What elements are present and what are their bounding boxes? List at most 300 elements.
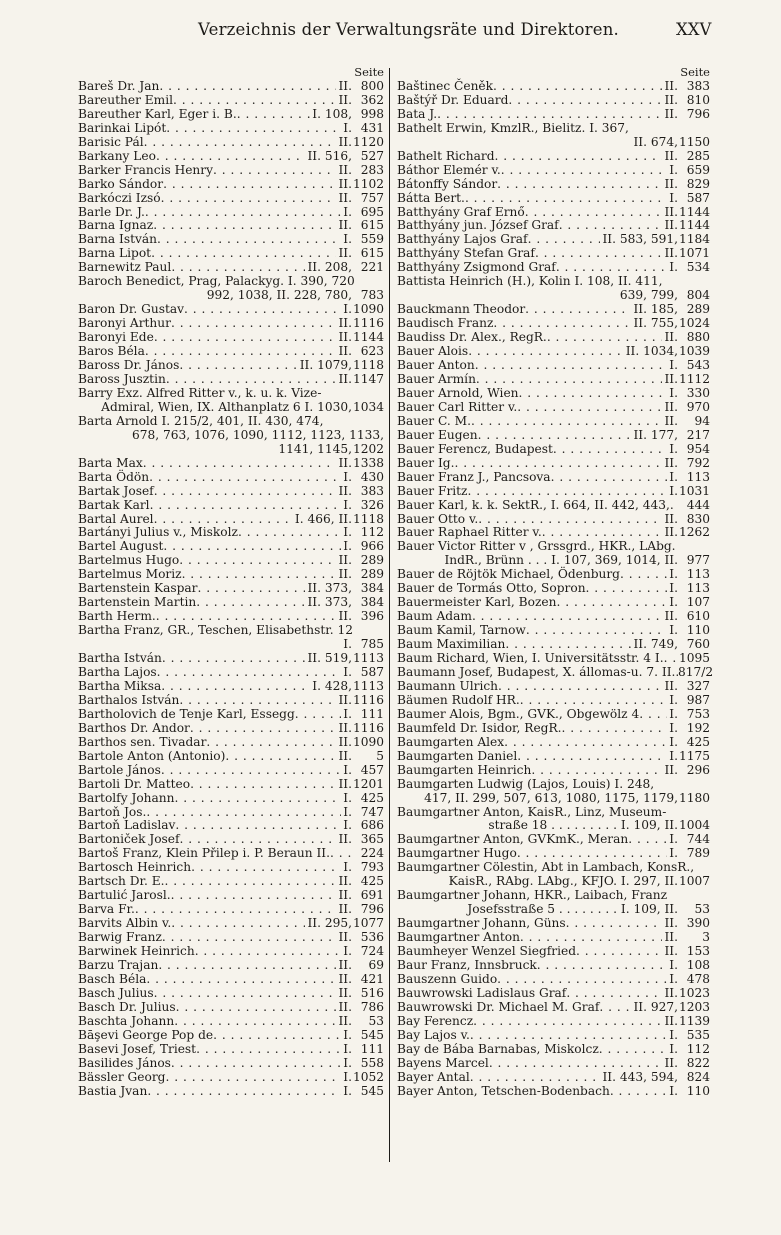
entry-row: [397, 764, 710, 778]
entry-name: Bayens Marcel: [397, 1055, 489, 1070]
entry-row: [397, 1071, 710, 1085]
index-entry: [78, 359, 384, 373]
entry-row: [397, 219, 710, 233]
volume-ref: II.: [338, 455, 352, 470]
volume-ref: I.: [343, 1027, 352, 1042]
page-ref: 1120: [352, 134, 384, 149]
page-ref: 545: [360, 1027, 384, 1042]
page-ref: 365: [360, 832, 384, 847]
volume-ref: II.: [664, 525, 678, 540]
page-ref: 747: [360, 804, 384, 819]
leader-dots: [147, 1085, 341, 1099]
entry-continuation: Admiral, Wien, IX. Althanplatz 6 I. 1030,: [101, 399, 352, 414]
index-entry: [397, 345, 710, 359]
entry-name: Bāşevi George Pop de: [78, 1027, 214, 1042]
entry-row: [397, 457, 710, 471]
index-entry: [78, 652, 384, 666]
volume-ref: II.: [664, 762, 678, 777]
entry-row: [397, 694, 710, 708]
entry-continuation: 1141, 1145,: [278, 441, 352, 456]
leader-dots: [525, 303, 631, 317]
index-entry: [78, 415, 384, 457]
leader-dots: [495, 150, 663, 164]
volume-ref: II.: [338, 344, 352, 359]
index-entry: [78, 1057, 384, 1071]
entry-row: [397, 247, 710, 261]
volume-ref: II.: [338, 330, 352, 345]
entry-continuation: II. 674,: [633, 134, 678, 149]
volume-ref: II.: [338, 888, 352, 903]
entry-row: [78, 1057, 384, 1071]
page-ref: 587: [686, 190, 710, 205]
page-ref: 516: [360, 985, 384, 1000]
seite-label: Seite: [354, 65, 384, 79]
entry-row: [397, 875, 710, 889]
volume-ref: II.: [664, 944, 678, 959]
volume-ref: II.: [338, 776, 352, 791]
volume-ref: II.: [664, 413, 678, 428]
entry-name: Báthor Elemér v.: [397, 162, 501, 177]
entry-row: [78, 1001, 384, 1015]
volume-ref: I.: [669, 385, 678, 400]
entry-row: [78, 889, 384, 903]
entry-row: [397, 624, 710, 638]
page-ref: 558: [360, 1055, 384, 1070]
leader-dots: [165, 875, 337, 889]
index-entry: [78, 568, 384, 582]
page-ref: 659: [686, 162, 710, 177]
page-ref: 545: [360, 1083, 384, 1098]
entry-row: [78, 261, 384, 275]
index-entry: [397, 1085, 710, 1099]
index-entry: [397, 987, 710, 1001]
page-ref: 221: [360, 260, 384, 275]
index-entry: [397, 1029, 710, 1043]
leader-dots: [146, 806, 341, 820]
leader-dots: [171, 1057, 341, 1071]
entry-name: Barry Exz. Alfred Ritter v., k. u. k. Vize-: [78, 385, 322, 400]
page-ref: 113: [686, 581, 710, 596]
index-entry: [78, 317, 384, 331]
index-entry: [78, 694, 384, 708]
page-ref: 783: [360, 288, 384, 303]
entry-row: [78, 694, 384, 708]
entry-row: [78, 513, 384, 527]
entry-row: [397, 596, 710, 610]
entry-name: Baschta Johann: [78, 1013, 175, 1028]
page-ref: 1007: [678, 874, 710, 889]
page-ref: 1201: [352, 776, 384, 791]
page-ref: 113: [686, 567, 710, 582]
entry-row: [78, 136, 384, 150]
page-ref: 829: [686, 176, 710, 191]
leader-dots: [508, 94, 662, 108]
leader-dots: [175, 792, 342, 806]
leader-dots: [493, 80, 662, 94]
entry-row: [397, 722, 710, 736]
entry-name: Bartha István: [78, 651, 162, 666]
entry-name: Bathelt Richard: [397, 148, 495, 163]
entry-row: [78, 289, 384, 303]
leader-dots: [526, 624, 667, 638]
entry-name: Bauer Carl Ritter v.: [397, 399, 518, 414]
volume-ref: II.: [338, 748, 352, 763]
entry-row: [78, 778, 384, 792]
entry-name: Baumgarten Heinrich: [397, 762, 532, 777]
leader-dots: [470, 1029, 667, 1043]
page-ref: 559: [360, 232, 384, 247]
entry-name: Bartole Anton (Antonio): [78, 748, 226, 763]
volume-ref: I.: [343, 944, 352, 959]
entry-name: Baronyi Ede: [78, 330, 154, 345]
index-entry: [397, 80, 710, 94]
entry-row: [78, 1043, 384, 1057]
page-ref: 384: [360, 595, 384, 610]
page-ref: 1090: [352, 302, 384, 317]
leader-dots: [157, 233, 341, 247]
entry-name: Bauer Ferencz, Budapest: [397, 441, 553, 456]
page-ref: 383: [686, 78, 710, 93]
volume-ref: II.: [664, 246, 678, 261]
volume-ref: II.: [338, 92, 352, 107]
entry-name: Bartulić Jarosl.: [78, 888, 171, 903]
volume-ref: II. 927,: [633, 999, 678, 1014]
entry-row: [78, 303, 384, 317]
entry-name: Bayer Antal: [397, 1069, 470, 1084]
entry-row: [78, 638, 384, 652]
index-entry: [397, 764, 710, 778]
index-entry: [78, 485, 384, 499]
volume-ref: I.: [343, 818, 352, 833]
entry-row: [397, 708, 710, 722]
entry-name: Bartoň Ladislav: [78, 818, 176, 833]
entry-name: Baum Kamil, Tarnow: [397, 623, 526, 638]
page-ref: 987: [686, 692, 710, 707]
page-ref: 110: [686, 623, 710, 638]
page-ref: 384: [360, 581, 384, 596]
entry-continuation: Josefsstraße 5 . . . . . . . . I. 109, II.: [467, 902, 678, 917]
entry-row: [397, 903, 710, 917]
entry-row: [397, 680, 710, 694]
entry-row: [78, 652, 384, 666]
page-ref: 430: [360, 469, 384, 484]
leader-dots: [151, 247, 336, 261]
entry-row: [78, 206, 384, 220]
index-entry: [78, 582, 384, 596]
entry-name: Baumgartner Anton, KaisR., Linz, Museum-: [397, 804, 667, 819]
volume-ref: I.: [669, 692, 678, 707]
entry-name: Bauer Alois: [397, 344, 469, 359]
page-ref: 107: [686, 595, 710, 610]
page-ref: 1118: [352, 358, 384, 373]
entry-name: Bartha Franz, GR., Teschen, Elisabethstr. 12: [78, 623, 354, 638]
entry-row: [78, 596, 384, 610]
entry-name: Baudiss Dr. Alex., RegR.: [397, 330, 547, 345]
index-entry: [397, 122, 710, 150]
index-entry: [397, 889, 710, 917]
volume-ref: II.: [664, 1055, 678, 1070]
page-ref: 1338: [352, 455, 384, 470]
index-entry: [397, 401, 710, 415]
leader-dots: [198, 582, 306, 596]
index-entry: [397, 387, 710, 401]
leader-dots: [576, 945, 662, 959]
page-ref: 5: [376, 748, 384, 763]
entry-row: [78, 1015, 384, 1029]
entry-name: Barko Sándor: [78, 176, 164, 191]
index-entry: [397, 471, 710, 485]
column-divider: [389, 68, 390, 1162]
index-entry: [397, 485, 710, 499]
leader-dots: [144, 136, 337, 150]
leader-dots: [180, 833, 337, 847]
entry-list: [397, 78, 714, 1099]
entry-row: [397, 847, 710, 861]
leader-dots: [295, 708, 342, 722]
index-entry: [78, 1015, 384, 1029]
page-ref: 817/2: [678, 664, 714, 679]
page-ref: 1023: [678, 985, 710, 1000]
entry-row: [397, 833, 710, 847]
page-ref: 457: [360, 762, 384, 777]
entry-name: Batthyány Graf Ernő: [397, 204, 525, 219]
page-ref: 695: [360, 204, 384, 219]
entry-row: [78, 359, 384, 373]
page-ref: 1116: [352, 692, 384, 707]
entry-name: Bauszenn Guido: [397, 971, 498, 986]
index-entry: [397, 778, 710, 806]
entry-row: [397, 987, 710, 1001]
leader-dots: [158, 959, 336, 973]
entry-name: Barthos Dr. Andor: [78, 720, 190, 735]
index-entry: [397, 457, 710, 471]
entry-name: Bareuther Emil: [78, 92, 174, 107]
index-entry: [78, 457, 384, 471]
volume-ref: II.: [664, 92, 678, 107]
index-entry: [78, 1001, 384, 1015]
index-entry: [78, 275, 384, 303]
leader-dots: [154, 987, 337, 1001]
entry-name: Bauer de Röjtök Michael, Ödenburg: [397, 567, 620, 582]
entry-row: [397, 652, 710, 666]
entry-name: Bartha Miksa: [78, 678, 162, 693]
entry-continuation: 678, 763, 1076, 1090, 1112, 1123, 1133,: [132, 427, 384, 442]
page-ref: 327: [686, 678, 710, 693]
entry-name: Bata J.: [397, 106, 438, 121]
entry-row: [78, 94, 384, 108]
entry-row: [397, 289, 710, 303]
entry-name: Basevi Josef, Triest: [78, 1041, 197, 1056]
leader-dots: [498, 680, 662, 694]
leader-dots: [171, 889, 337, 903]
entry-row: [78, 233, 384, 247]
leader-dots: [566, 917, 663, 931]
leader-dots: [610, 1085, 667, 1099]
leader-dots: [146, 973, 336, 987]
page-ref: 615: [360, 246, 384, 261]
leader-dots: [628, 833, 667, 847]
page-ref: 1150: [678, 134, 710, 149]
leader-dots: [517, 401, 662, 415]
index-entry: [397, 1001, 710, 1015]
index-entry: [397, 722, 710, 736]
volume-ref: II. 519,: [307, 651, 352, 666]
index-entry: [397, 526, 710, 540]
index-entry: [78, 792, 384, 806]
leader-dots: [556, 261, 667, 275]
page-ref: 1118: [352, 511, 384, 526]
volume-ref: II.: [664, 930, 678, 945]
entry-name: Bayer Anton, Tetschen-Bodenbach: [397, 1083, 610, 1098]
leader-dots: [528, 233, 601, 247]
page-ref: 1071: [678, 246, 710, 261]
entry-row: [78, 1071, 384, 1085]
index-entry: [78, 513, 384, 527]
entry-row: [397, 664, 714, 680]
entry-row: [397, 499, 710, 513]
entry-name: Bauer Eugen: [397, 427, 478, 442]
entry-row: [78, 247, 384, 261]
page-ref: 970: [686, 399, 710, 414]
page-ref: 536: [360, 930, 384, 945]
volume-ref: I.: [343, 1069, 352, 1084]
entry-row: [78, 736, 384, 750]
index-entry: [78, 931, 384, 945]
index-entry: [397, 1057, 710, 1071]
index-entry: [78, 610, 384, 624]
entry-row: [78, 471, 384, 485]
volume-ref: I.: [669, 623, 678, 638]
entry-row: [397, 178, 710, 192]
page-number: XXV: [676, 20, 712, 39]
index-entry: [78, 903, 384, 917]
entry-name: Baum Adam: [397, 609, 472, 624]
entry-name: Baronyi Arthur: [78, 316, 171, 331]
leader-dots: [174, 1015, 336, 1029]
entry-row: [397, 317, 710, 331]
leader-dots: [473, 1015, 662, 1029]
entry-name: Batthyány Zsigmond Graf: [397, 260, 556, 275]
entry-name: Baross Jusztin: [78, 371, 166, 386]
entry-name: Bay Ferencz: [397, 1013, 474, 1028]
volume-ref: II. 177,: [633, 427, 678, 442]
page-ref: 1202: [352, 441, 384, 456]
page-ref: 1184: [678, 232, 710, 247]
index-entry: [397, 1043, 710, 1057]
page-ref: 822: [686, 1055, 710, 1070]
leader-dots: [171, 917, 305, 931]
entry-row: [397, 819, 710, 833]
index-entry: [78, 764, 384, 778]
index-entry: [397, 861, 710, 889]
volume-ref: II.: [664, 330, 678, 345]
entry-name: Bastia Jvan: [78, 1083, 148, 1098]
leader-dots: [556, 596, 667, 610]
entry-name: Basch Béla: [78, 971, 147, 986]
leader-dots: [213, 164, 336, 178]
page-ref: 1262: [678, 525, 710, 540]
entry-row: [397, 973, 710, 987]
index-entry: [397, 736, 710, 750]
leader-dots: [599, 1043, 668, 1057]
page-ref: 110: [686, 1083, 710, 1098]
leader-dots: [493, 317, 631, 331]
page-ref: 1147: [352, 371, 384, 386]
page-ref: 421: [360, 971, 384, 986]
index-entry: [397, 694, 710, 708]
volume-ref: II.: [664, 78, 678, 93]
volume-ref: I.: [343, 302, 352, 317]
volume-ref: II.: [338, 874, 352, 889]
leader-dots: [467, 485, 667, 499]
index-entry: [78, 192, 384, 206]
entry-row: [78, 806, 384, 820]
volume-ref: II. 185,: [633, 302, 678, 317]
page-ref: 1113: [352, 651, 384, 666]
page-ref: 786: [360, 999, 384, 1014]
index-entry: [78, 806, 384, 820]
entry-name: Baumer Alois, Bgm., GVK., Obgewölz 4: [397, 706, 640, 721]
volume-ref: I.: [669, 260, 678, 275]
entry-row: [397, 136, 710, 150]
page-ref: 1180: [678, 790, 710, 805]
index-entry: [78, 554, 384, 568]
page-ref: 615: [360, 218, 384, 233]
leader-dots: [162, 931, 337, 945]
entry-name: Bartak Josef: [78, 483, 154, 498]
leader-dots: [195, 945, 342, 959]
page-ref: 1144: [352, 330, 384, 345]
page-ref: 824: [686, 1069, 710, 1084]
index-entry: [397, 415, 710, 429]
index-entry: [397, 150, 710, 164]
index-entry: [78, 917, 384, 931]
page-ref: 289: [686, 302, 710, 317]
leader-dots: [161, 192, 337, 206]
entry-name: Bauwrowski Ladislaus Graf: [397, 985, 567, 1000]
index-entry: [397, 582, 710, 596]
index-entry: [78, 233, 384, 247]
page-ref: 977: [686, 553, 710, 568]
leader-dots: [184, 303, 341, 317]
index-entry: [78, 959, 384, 973]
volume-ref: II. 583, 591,: [602, 232, 678, 247]
entry-continuation: I.: [343, 637, 352, 652]
index-entry: [78, 624, 384, 652]
index-entry: [78, 526, 384, 540]
volume-ref: I.: [343, 1041, 352, 1056]
entry-row: [397, 945, 710, 959]
leader-dots: [551, 471, 668, 485]
page-ref: 796: [686, 106, 710, 121]
index-entry: [78, 750, 384, 764]
index-entry: [397, 261, 710, 275]
index-entry: [78, 303, 384, 317]
volume-ref: I.: [669, 720, 678, 735]
index-entry: [78, 206, 384, 220]
page-ref: 954: [686, 441, 710, 456]
index-entry: [78, 1085, 384, 1099]
volume-ref: I.: [669, 595, 678, 610]
volume-ref: I.: [343, 664, 352, 679]
volume-ref: I.: [669, 567, 678, 582]
entry-name: Bauer Karl, k. k. SektR., I. 664, II. 442, 443,: [397, 497, 670, 512]
leader-dots: [504, 736, 667, 750]
entry-row: [78, 373, 384, 387]
entry-row: [397, 415, 710, 429]
index-entry: [397, 973, 710, 987]
leader-dots: [182, 568, 337, 582]
